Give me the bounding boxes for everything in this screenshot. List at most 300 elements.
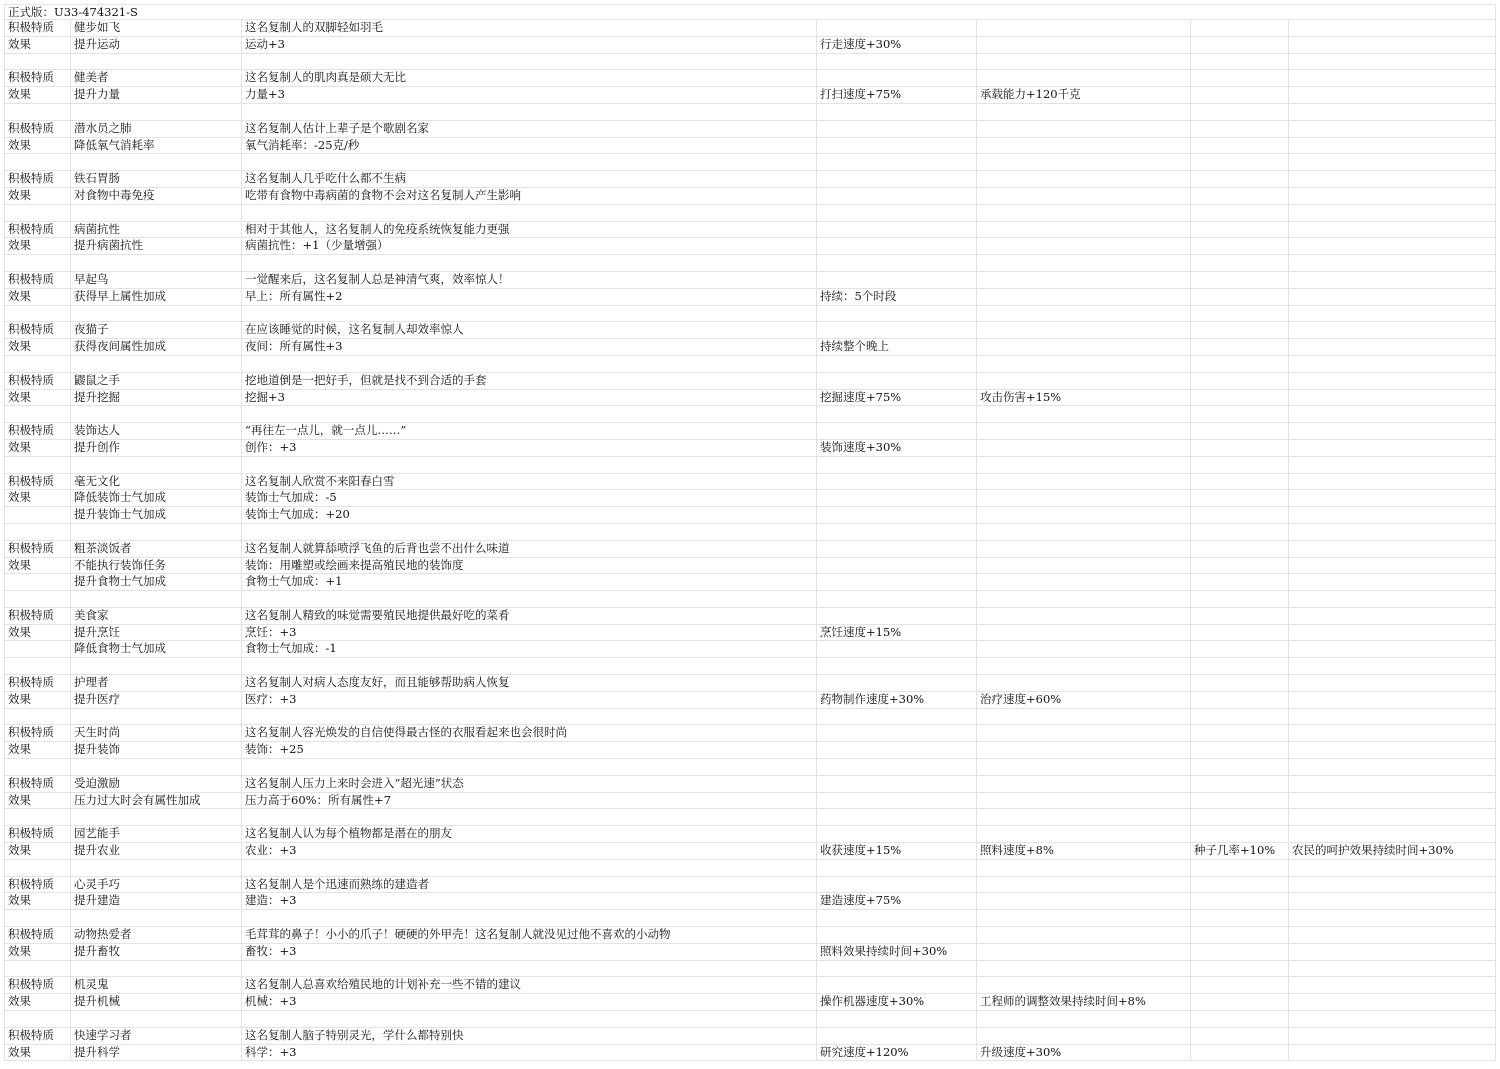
table-cell[interactable] xyxy=(817,742,977,758)
table-cell[interactable] xyxy=(1289,608,1496,624)
table-cell[interactable] xyxy=(1289,154,1496,170)
table-cell[interactable]: 提升科学 xyxy=(71,1045,242,1061)
table-cell[interactable]: 毛茸茸的鼻子！小小的爪子！硬硬的外甲壳！这名复制人就没见过他不喜欢的小动物 xyxy=(242,927,817,943)
table-cell[interactable] xyxy=(817,709,977,725)
table-cell[interactable] xyxy=(4,406,71,422)
table-cell[interactable] xyxy=(977,893,1191,909)
table-cell[interactable] xyxy=(1289,87,1496,103)
table-cell[interactable] xyxy=(242,154,817,170)
table-cell[interactable]: 降低氧气消耗率 xyxy=(71,138,242,154)
table-cell[interactable]: 行走速度+30% xyxy=(817,37,977,53)
table-cell[interactable]: 粗茶淡饭者 xyxy=(71,541,242,557)
table-cell[interactable]: 这名复制人认为每个植物都是潜在的朋友 xyxy=(242,826,817,842)
table-cell[interactable]: 食物士气加成：+1 xyxy=(242,574,817,590)
table-cell[interactable] xyxy=(977,138,1191,154)
table-cell[interactable] xyxy=(71,457,242,473)
table-cell[interactable] xyxy=(1289,893,1496,909)
table-cell[interactable] xyxy=(1289,961,1496,977)
table-cell[interactable] xyxy=(1289,860,1496,876)
table-cell[interactable] xyxy=(1191,692,1289,708)
table-cell[interactable] xyxy=(817,20,977,36)
table-cell[interactable] xyxy=(1289,641,1496,657)
table-cell[interactable]: 提升畜牧 xyxy=(71,944,242,960)
table-cell[interactable]: 机械：+3 xyxy=(242,994,817,1010)
table-cell[interactable]: 毫无文化 xyxy=(71,474,242,490)
table-cell[interactable]: 效果 xyxy=(4,138,71,154)
table-cell[interactable]: 积极特质 xyxy=(4,222,71,238)
table-cell[interactable]: 治疗速度+60% xyxy=(977,692,1191,708)
table-cell[interactable] xyxy=(1289,272,1496,288)
table-cell[interactable] xyxy=(1289,524,1496,540)
table-cell[interactable] xyxy=(817,104,977,120)
table-cell[interactable] xyxy=(1289,927,1496,943)
table-cell[interactable] xyxy=(1191,154,1289,170)
table-cell[interactable] xyxy=(1191,944,1289,960)
table-cell[interactable] xyxy=(1191,591,1289,607)
table-cell[interactable] xyxy=(817,675,977,691)
table-cell[interactable] xyxy=(1191,238,1289,254)
table-cell[interactable]: 积极特质 xyxy=(4,541,71,557)
table-cell[interactable] xyxy=(242,709,817,725)
table-cell[interactable] xyxy=(817,406,977,422)
table-cell[interactable] xyxy=(817,658,977,674)
table-cell[interactable]: 照料速度+8% xyxy=(977,843,1191,859)
table-cell[interactable] xyxy=(1289,138,1496,154)
table-cell[interactable] xyxy=(817,809,977,825)
table-cell[interactable] xyxy=(1289,406,1496,422)
table-cell[interactable] xyxy=(977,70,1191,86)
table-cell[interactable] xyxy=(4,524,71,540)
table-cell[interactable]: 动物热爱者 xyxy=(71,927,242,943)
table-cell[interactable] xyxy=(1289,373,1496,389)
table-cell[interactable]: 种子几率+10% xyxy=(1191,843,1289,859)
table-cell[interactable] xyxy=(242,524,817,540)
table-cell[interactable]: 装饰速度+30% xyxy=(817,440,977,456)
table-cell[interactable]: 提升运动 xyxy=(71,37,242,53)
table-cell[interactable] xyxy=(977,121,1191,137)
table-cell[interactable] xyxy=(817,725,977,741)
table-cell[interactable] xyxy=(817,860,977,876)
table-cell[interactable] xyxy=(1289,222,1496,238)
table-cell[interactable] xyxy=(1289,1011,1496,1027)
table-cell[interactable]: 效果 xyxy=(4,625,71,641)
table-cell[interactable] xyxy=(1289,54,1496,70)
table-cell[interactable] xyxy=(1191,541,1289,557)
table-cell[interactable]: 降低食物士气加成 xyxy=(71,641,242,657)
table-cell[interactable]: 心灵手巧 xyxy=(71,877,242,893)
table-cell[interactable] xyxy=(4,809,71,825)
table-cell[interactable] xyxy=(1289,776,1496,792)
table-cell[interactable]: 效果 xyxy=(4,490,71,506)
table-cell[interactable]: 积极特质 xyxy=(4,423,71,439)
table-cell[interactable] xyxy=(977,154,1191,170)
table-cell[interactable] xyxy=(1191,1045,1289,1061)
table-cell[interactable]: 这名复制人脑子特别灵光，学什么都特别快 xyxy=(242,1028,817,1044)
table-cell[interactable] xyxy=(1191,793,1289,809)
table-cell[interactable] xyxy=(1289,289,1496,305)
table-cell[interactable] xyxy=(1191,440,1289,456)
table-cell[interactable] xyxy=(1191,507,1289,523)
table-cell[interactable] xyxy=(1289,625,1496,641)
table-cell[interactable] xyxy=(242,1011,817,1027)
table-cell[interactable]: 夜猫子 xyxy=(71,322,242,338)
table-cell[interactable] xyxy=(977,205,1191,221)
table-cell[interactable] xyxy=(817,910,977,926)
table-cell[interactable] xyxy=(817,558,977,574)
table-cell[interactable] xyxy=(817,927,977,943)
table-cell[interactable] xyxy=(1191,474,1289,490)
table-cell[interactable] xyxy=(1191,893,1289,909)
table-cell[interactable]: 快速学习者 xyxy=(71,1028,242,1044)
table-cell[interactable] xyxy=(1191,927,1289,943)
table-cell[interactable] xyxy=(242,406,817,422)
table-cell[interactable] xyxy=(977,507,1191,523)
table-cell[interactable] xyxy=(817,138,977,154)
table-cell[interactable]: 这名复制人容光焕发的自信使得最古怪的衣服看起来也会很时尚 xyxy=(242,725,817,741)
table-cell[interactable] xyxy=(1191,977,1289,993)
table-cell[interactable] xyxy=(817,423,977,439)
table-cell[interactable]: 效果 xyxy=(4,440,71,456)
table-cell[interactable]: 一觉醒来后，这名复制人总是神清气爽，效率惊人！ xyxy=(242,272,817,288)
table-cell[interactable]: 挖掘+3 xyxy=(242,390,817,406)
table-cell[interactable]: 效果 xyxy=(4,339,71,355)
table-cell[interactable]: 创作：+3 xyxy=(242,440,817,456)
table-cell[interactable]: 研究速度+120% xyxy=(817,1045,977,1061)
table-cell[interactable] xyxy=(817,574,977,590)
table-cell[interactable] xyxy=(1191,524,1289,540)
table-cell[interactable] xyxy=(1191,406,1289,422)
table-cell[interactable] xyxy=(71,860,242,876)
table-cell[interactable] xyxy=(1191,709,1289,725)
table-cell[interactable] xyxy=(1191,272,1289,288)
table-cell[interactable]: 效果 xyxy=(4,87,71,103)
table-cell[interactable]: 这名复制人压力上来时会进入“超光速”状态 xyxy=(242,776,817,792)
table-cell[interactable]: 提升装饰士气加成 xyxy=(71,507,242,523)
table-cell[interactable] xyxy=(1191,725,1289,741)
table-cell[interactable]: 积极特质 xyxy=(4,474,71,490)
table-cell[interactable]: 装饰：用雕塑或绘画来提高殖民地的装饰度 xyxy=(242,558,817,574)
table-cell[interactable] xyxy=(242,457,817,473)
table-cell[interactable] xyxy=(817,776,977,792)
table-cell[interactable] xyxy=(817,121,977,137)
table-cell[interactable] xyxy=(1289,490,1496,506)
table-cell[interactable]: 这名复制人估计上辈子是个歌剧名家 xyxy=(242,121,817,137)
table-cell[interactable]: 早上：所有属性+2 xyxy=(242,289,817,305)
table-cell[interactable] xyxy=(817,255,977,271)
table-cell[interactable] xyxy=(71,306,242,322)
table-cell[interactable] xyxy=(71,809,242,825)
table-cell[interactable]: 这名复制人就算舔喷浮飞鱼的后背也尝不出什么味道 xyxy=(242,541,817,557)
table-cell[interactable] xyxy=(977,658,1191,674)
table-cell[interactable] xyxy=(817,272,977,288)
table-cell[interactable] xyxy=(817,322,977,338)
table-cell[interactable] xyxy=(977,406,1191,422)
table-cell[interactable] xyxy=(71,356,242,372)
table-cell[interactable] xyxy=(977,222,1191,238)
table-cell[interactable]: 积极特质 xyxy=(4,927,71,943)
table-cell[interactable]: 效果 xyxy=(4,238,71,254)
table-cell[interactable] xyxy=(977,524,1191,540)
table-cell[interactable] xyxy=(4,641,71,657)
table-cell[interactable]: 提升病菌抗性 xyxy=(71,238,242,254)
table-cell[interactable]: 这名复制人的肌肉真是硕大无比 xyxy=(242,70,817,86)
table-cell[interactable] xyxy=(1191,1028,1289,1044)
table-cell[interactable] xyxy=(977,877,1191,893)
table-cell[interactable] xyxy=(1191,222,1289,238)
table-cell[interactable]: 积极特质 xyxy=(4,776,71,792)
table-cell[interactable]: 积极特质 xyxy=(4,675,71,691)
table-cell[interactable] xyxy=(977,675,1191,691)
table-cell[interactable] xyxy=(817,373,977,389)
table-cell[interactable]: 这名复制人精致的味觉需要殖民地提供最好吃的菜肴 xyxy=(242,608,817,624)
table-cell[interactable] xyxy=(977,641,1191,657)
table-cell[interactable]: 效果 xyxy=(4,843,71,859)
table-cell[interactable]: 积极特质 xyxy=(4,977,71,993)
table-cell[interactable] xyxy=(1191,574,1289,590)
table-cell[interactable] xyxy=(1191,608,1289,624)
table-cell[interactable] xyxy=(977,490,1191,506)
table-cell[interactable]: 降低装饰士气加成 xyxy=(71,490,242,506)
table-cell[interactable]: 提升力量 xyxy=(71,87,242,103)
table-cell[interactable] xyxy=(817,1011,977,1027)
table-cell[interactable]: 效果 xyxy=(4,893,71,909)
table-cell[interactable] xyxy=(817,641,977,657)
table-cell[interactable]: 对食物中毒免疫 xyxy=(71,188,242,204)
table-cell[interactable]: 效果 xyxy=(4,390,71,406)
table-cell[interactable]: 提升农业 xyxy=(71,843,242,859)
table-cell[interactable]: 效果 xyxy=(4,1045,71,1061)
table-cell[interactable]: 天生时尚 xyxy=(71,725,242,741)
table-cell[interactable] xyxy=(1289,1028,1496,1044)
table-cell[interactable]: 食物士气加成：-1 xyxy=(242,641,817,657)
table-cell[interactable] xyxy=(242,759,817,775)
table-cell[interactable] xyxy=(1191,356,1289,372)
table-cell[interactable] xyxy=(71,406,242,422)
table-cell[interactable]: 效果 xyxy=(4,289,71,305)
table-cell[interactable] xyxy=(977,608,1191,624)
table-cell[interactable]: 积极特质 xyxy=(4,826,71,842)
table-cell[interactable]: 效果 xyxy=(4,692,71,708)
table-cell[interactable] xyxy=(71,910,242,926)
table-cell[interactable]: 积极特质 xyxy=(4,322,71,338)
table-cell[interactable] xyxy=(1191,54,1289,70)
table-cell[interactable] xyxy=(977,574,1191,590)
table-cell[interactable]: 机灵鬼 xyxy=(71,977,242,993)
table-cell[interactable]: 鼹鼠之手 xyxy=(71,373,242,389)
table-cell[interactable] xyxy=(977,742,1191,758)
table-cell[interactable] xyxy=(1289,826,1496,842)
table-cell[interactable]: 美食家 xyxy=(71,608,242,624)
table-cell[interactable] xyxy=(1191,306,1289,322)
table-cell[interactable] xyxy=(1289,994,1496,1010)
table-cell[interactable] xyxy=(1289,423,1496,439)
table-cell[interactable]: 积极特质 xyxy=(4,1028,71,1044)
table-cell[interactable] xyxy=(977,37,1191,53)
table-cell[interactable] xyxy=(977,474,1191,490)
table-cell[interactable] xyxy=(4,1011,71,1027)
table-cell[interactable] xyxy=(1289,1045,1496,1061)
table-cell[interactable] xyxy=(977,977,1191,993)
table-cell[interactable]: 挖掘速度+75% xyxy=(817,390,977,406)
table-cell[interactable] xyxy=(71,1011,242,1027)
table-cell[interactable] xyxy=(977,793,1191,809)
table-cell[interactable]: 相对于其他人，这名复制人的免疫系统恢复能力更强 xyxy=(242,222,817,238)
table-cell[interactable]: 效果 xyxy=(4,742,71,758)
table-cell[interactable]: 提升烹饪 xyxy=(71,625,242,641)
table-cell[interactable] xyxy=(977,423,1191,439)
table-cell[interactable] xyxy=(977,272,1191,288)
table-cell[interactable] xyxy=(817,457,977,473)
table-cell[interactable] xyxy=(1191,490,1289,506)
table-cell[interactable] xyxy=(1191,994,1289,1010)
table-cell[interactable]: 潜水员之肺 xyxy=(71,121,242,137)
table-cell[interactable]: 不能执行装饰任务 xyxy=(71,558,242,574)
table-cell[interactable]: 积极特质 xyxy=(4,725,71,741)
table-cell[interactable] xyxy=(1289,20,1496,36)
table-cell[interactable] xyxy=(1289,507,1496,523)
table-cell[interactable]: 效果 xyxy=(4,994,71,1010)
table-cell[interactable] xyxy=(817,826,977,842)
table-cell[interactable] xyxy=(817,759,977,775)
table-cell[interactable] xyxy=(817,154,977,170)
table-cell[interactable] xyxy=(977,591,1191,607)
table-cell[interactable] xyxy=(4,205,71,221)
table-cell[interactable] xyxy=(1191,675,1289,691)
table-cell[interactable] xyxy=(1289,322,1496,338)
table-cell[interactable]: 积极特质 xyxy=(4,171,71,187)
table-cell[interactable] xyxy=(1191,322,1289,338)
table-cell[interactable] xyxy=(71,591,242,607)
table-cell[interactable] xyxy=(1289,725,1496,741)
table-cell[interactable]: 铁石胃肠 xyxy=(71,171,242,187)
table-cell[interactable] xyxy=(71,658,242,674)
table-cell[interactable] xyxy=(1191,289,1289,305)
table-cell[interactable] xyxy=(1191,373,1289,389)
table-cell[interactable] xyxy=(1191,641,1289,657)
table-cell[interactable]: 压力过大时会有属性加成 xyxy=(71,793,242,809)
table-cell[interactable]: 护理者 xyxy=(71,675,242,691)
table-cell[interactable] xyxy=(1191,339,1289,355)
table-cell[interactable] xyxy=(71,759,242,775)
table-cell[interactable] xyxy=(1289,339,1496,355)
table-cell[interactable]: 受迫激励 xyxy=(71,776,242,792)
table-cell[interactable] xyxy=(1191,625,1289,641)
table-cell[interactable] xyxy=(1191,860,1289,876)
table-cell[interactable] xyxy=(1191,742,1289,758)
table-cell[interactable] xyxy=(977,255,1191,271)
table-cell[interactable] xyxy=(1289,541,1496,557)
table-cell[interactable] xyxy=(1289,910,1496,926)
table-cell[interactable] xyxy=(977,709,1191,725)
table-cell[interactable] xyxy=(4,591,71,607)
table-cell[interactable] xyxy=(817,977,977,993)
table-cell[interactable] xyxy=(977,54,1191,70)
table-cell[interactable] xyxy=(1289,171,1496,187)
table-cell[interactable]: 获得早上属性加成 xyxy=(71,289,242,305)
table-cell[interactable] xyxy=(817,70,977,86)
table-cell[interactable] xyxy=(4,255,71,271)
table-cell[interactable]: 吃带有食物中毒病菌的食物不会对这名复制人产生影响 xyxy=(242,188,817,204)
table-cell[interactable] xyxy=(1289,440,1496,456)
table-cell[interactable] xyxy=(242,658,817,674)
table-cell[interactable]: 持续：5个时段 xyxy=(817,289,977,305)
table-cell[interactable] xyxy=(817,961,977,977)
table-cell[interactable] xyxy=(977,306,1191,322)
table-cell[interactable] xyxy=(977,725,1191,741)
table-cell[interactable]: 提升医疗 xyxy=(71,692,242,708)
table-cell[interactable] xyxy=(1191,961,1289,977)
table-cell[interactable] xyxy=(1289,591,1496,607)
table-cell[interactable] xyxy=(242,205,817,221)
table-cell[interactable] xyxy=(817,1028,977,1044)
table-cell[interactable]: 效果 xyxy=(4,37,71,53)
table-cell[interactable] xyxy=(977,826,1191,842)
table-cell[interactable] xyxy=(977,1011,1191,1027)
table-cell[interactable]: 装饰：+25 xyxy=(242,742,817,758)
table-cell[interactable]: 积极特质 xyxy=(4,121,71,137)
table-cell[interactable] xyxy=(4,860,71,876)
table-cell[interactable] xyxy=(242,356,817,372)
table-cell[interactable] xyxy=(977,104,1191,120)
table-cell[interactable] xyxy=(1191,87,1289,103)
table-cell[interactable]: 照料效果持续时间+30% xyxy=(817,944,977,960)
table-cell[interactable]: 建造：+3 xyxy=(242,893,817,909)
table-cell[interactable]: 装饰士气加成：+20 xyxy=(242,507,817,523)
table-cell[interactable]: 药物制作速度+30% xyxy=(817,692,977,708)
table-cell[interactable] xyxy=(1191,138,1289,154)
table-cell[interactable] xyxy=(4,759,71,775)
table-cell[interactable]: 效果 xyxy=(4,793,71,809)
table-cell[interactable]: 病菌抗性 xyxy=(71,222,242,238)
table-cell[interactable]: 积极特质 xyxy=(4,608,71,624)
table-cell[interactable]: 效果 xyxy=(4,944,71,960)
table-cell[interactable]: 挖地道倒是一把好手，但就是找不到合适的手套 xyxy=(242,373,817,389)
table-cell[interactable] xyxy=(1191,70,1289,86)
table-cell[interactable] xyxy=(817,490,977,506)
table-cell[interactable] xyxy=(4,154,71,170)
table-cell[interactable]: 科学：+3 xyxy=(242,1045,817,1061)
table-cell[interactable] xyxy=(817,591,977,607)
table-cell[interactable] xyxy=(977,289,1191,305)
table-cell[interactable]: 早起鸟 xyxy=(71,272,242,288)
table-cell[interactable]: 烹饪：+3 xyxy=(242,625,817,641)
table-cell[interactable] xyxy=(1191,809,1289,825)
table-cell[interactable] xyxy=(817,222,977,238)
table-cell[interactable] xyxy=(1289,759,1496,775)
table-cell[interactable] xyxy=(71,154,242,170)
table-cell[interactable]: 装饰达人 xyxy=(71,423,242,439)
table-cell[interactable] xyxy=(1191,171,1289,187)
table-cell[interactable]: 这名复制人总喜欢给殖民地的计划补充一些不错的建议 xyxy=(242,977,817,993)
table-cell[interactable] xyxy=(977,171,1191,187)
table-cell[interactable]: 升级速度+30% xyxy=(977,1045,1191,1061)
table-cell[interactable] xyxy=(1191,457,1289,473)
table-cell[interactable] xyxy=(1191,390,1289,406)
table-cell[interactable] xyxy=(1289,70,1496,86)
table-cell[interactable] xyxy=(977,339,1191,355)
table-cell[interactable] xyxy=(977,927,1191,943)
table-cell[interactable] xyxy=(977,961,1191,977)
table-cell[interactable] xyxy=(4,104,71,120)
table-cell[interactable] xyxy=(242,104,817,120)
table-cell[interactable] xyxy=(71,524,242,540)
table-cell[interactable] xyxy=(1191,759,1289,775)
table-cell[interactable] xyxy=(1289,877,1496,893)
table-cell[interactable]: 工程师的调整效果持续时间+8% xyxy=(977,994,1191,1010)
table-cell[interactable] xyxy=(977,20,1191,36)
table-cell[interactable] xyxy=(1289,809,1496,825)
table-cell[interactable] xyxy=(1191,877,1289,893)
